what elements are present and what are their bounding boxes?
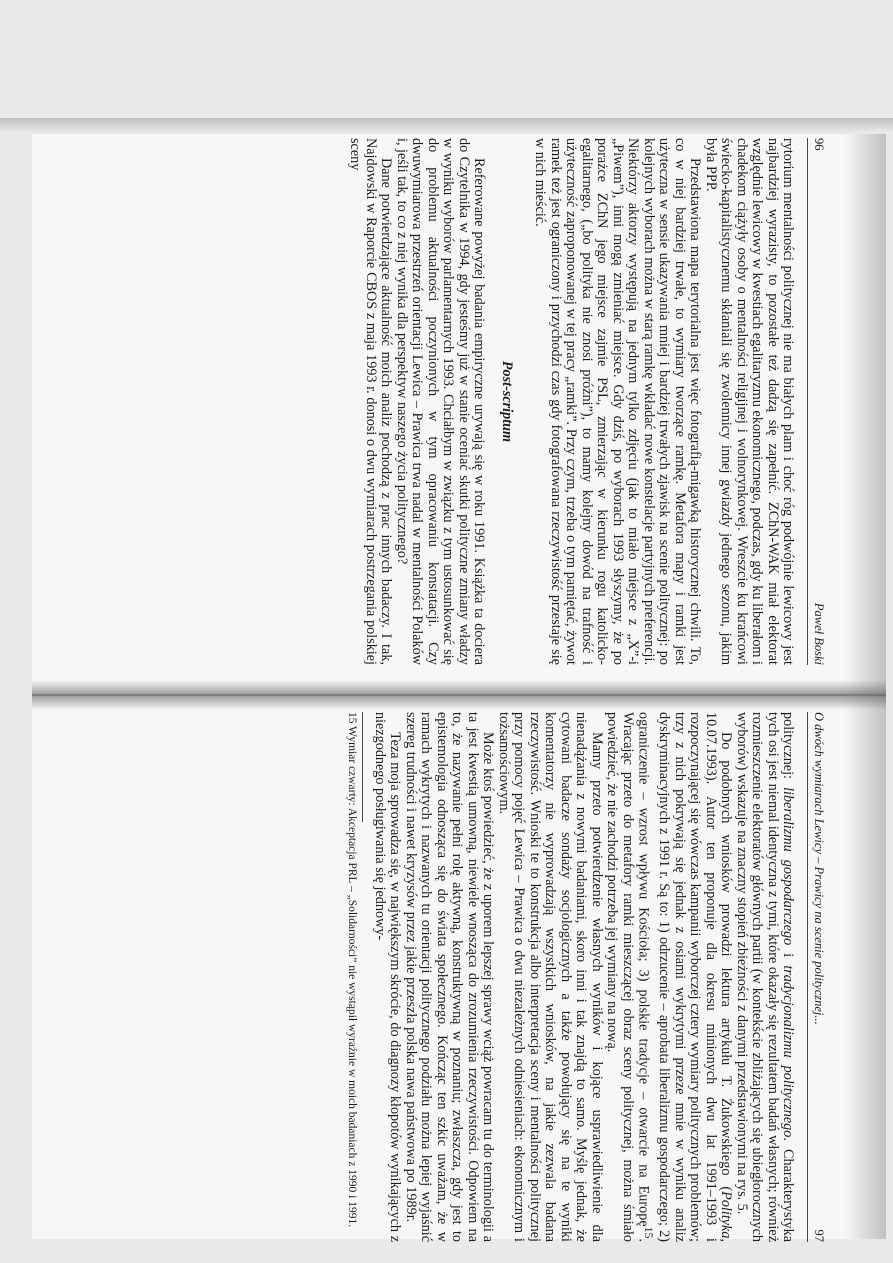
left-paragraph: Przedstawiona mapa terytorialna jest więc fotografią-migawką historycznej chwili. To, co w niej bardziej trwałe, to wymiary tworzące ramkę. Metafora mapy i ramki jest użyteczna w sensie ukazywania mniej i bardziej trwałych zjawisk na scenie politycznej: po kolejnych wyborach można w starą ramkę wkładać nowe konstelacje partyjnych preferencji. Niektórzy aktorzy występują na jednym tylko zdjęciu (jak to miało miejsce z „X”-i „Piwem”), inni mogą zmieniać miejsce. Gdy dziś, po wyborach 1993 słyszymy, że po porażce ZChN jego miejsce zajmie PSL, zmierzając w kierunku rogu katolicko-egalitarnego, („bo polityka nie znosi próżni”), to mamy kolejny dowód na trafność i użyteczność zaproponowanej w tej pracy „ramki”. Przy czym, trzeba o tym pamiętać, żywot ramek też jest ograniczony i przychodzi czas gdy fotografowana rzeczywistość przestaje się w nich mieścić.: [532, 138, 704, 665]
right-page-number: 97: [812, 1229, 826, 1242]
left-paragraph: Dane potwierdzające aktualność moich analiz pochodzą z prac innych badaczy. I tak, Najdowski w Raporcie CBOS z maja 1993 r. donosi o dwu wymiarach postrzegania polskiej sceny: [347, 138, 395, 665]
footnote-rule: [362, 712, 363, 822]
scan-shadow: [0, 118, 893, 132]
right-paragraph: [734, 712, 796, 1242]
page-edge-shadow: [844, 134, 886, 1239]
right-paragraph: [604, 712, 734, 1242]
text-run: Polityka: [718, 1191, 735, 1239]
text-run: , 10.07.1993). Autor ten proponuje dla okresu minionych dwu lat 1991–1993 i rozpoczynającej się wówczas kampanii wyborczej cztery wymiary politycznych problemów; trzy z nich pokrywają się jednak z osiami wykrytymi przeze mnie w wyniku analiz dyskryminacyjnych z 1991 r. Są to: 1) odrzucenie – aprobata liberalizmu gospodarczego; 2) ograniczenie – wzrost wpływu Kościoła; 3) polskie tradycje – otwarcie na Europę: [635, 712, 735, 1242]
text-run: liberalizmu gospodarczego: [780, 787, 797, 946]
text-run: Do podobnych wniosków prowadzi lektura artykułu T. Żukowskiego (: [718, 732, 735, 1192]
left-running-head: [808, 138, 827, 665]
text-run: politycznej:: [780, 712, 797, 788]
left-page-number: 96: [812, 138, 826, 151]
footnote: 15 Wymiar czwarty: Akceptacja PRL – „Solidarności” nie wystąpił wyraźnie w moich badaniach z 1990 i 1991.: [346, 712, 359, 1228]
left-paragraph: rytorium mentalności politycznej nie ma białych plam i choć róg podwójnie lewicowy jest najbardziej wyrazisty, to pozostałe też dadzą się zapełnić. ZChN-WAK miał elektorat względnie lewicowy w kwestiach egalitaryzmu ekonomicznego, podczas, gdy ku liberałom i chadekom ciążyły osoby o mentalności religijnej i wolnorynkowej. Wreszcie ku krańcowi świecko-kapitalistycznemu skłaniali się zwolennicy innej gwiazdy jednego sezonu, jakim była PPP.: [703, 138, 797, 665]
text-run: . Charakterystyka tych osi jest niemal identyczna z tymi, które okazały się rezultatem badań własnych; również rozmieszczenie elektoratów głównych partii (w kontekście zbliżających się ubiegłorocznych wyborów) wskazuje na znaczny stopień zbieżności z danymi przedstawionymi na rys. 5.: [734, 712, 797, 1242]
running-title: O dwóch wymiarach Lewicy – Prawicy na scenie politycznej...: [812, 712, 826, 1025]
text-run: tradycjonalizmu politycznego: [780, 965, 797, 1138]
right-page: [346, 712, 826, 1242]
right-paragraph: Mamy przeto potwierdzenie własnych wyników i kojące usprawiedliwienie dla nienadążania z nowymi badaniami, skoro inni i tak znajdą to samo. Myślę jednak, że cytowani badacze sondaży socjologicznych a także powołujący się na te wyniki komentatorzy nie wyprowadzają wszystkich wniosków, na jakie zezwala badana rzeczywistość. Wnioski te to konstrukcja albo interpretacja sceny i mentalności politycznej przy pomocy pojęć Lewica – Prawica o dwu niezależnych odniesieniach: ekonomicznym i tożsamościowym.: [495, 712, 605, 1242]
right-paragraph: Teza moja sprowadza się, w największym skrócie, do diagnozy kłopotów wynikających z niezgodnego posługiwania się jednowy-: [371, 712, 404, 1242]
section-title: Post-scriptum: [499, 360, 515, 443]
footnote-ref: 15: [642, 1226, 656, 1239]
left-paragraph: Referowane powyżej badania empiryczne urywają się w roku 1991. Książka ta dociera do Czytelnika w 1994, gdy jesteśmy już w stanie oceniać skutki polityczne zmiany władzy w wyniku wyborów parlamentarnych 1993. Chciałbym w związku z tym ustosunkować się do problemu aktualności poczynionych w tym opracowaniu konstatacji. Czy dwuwymiarowa przestrzeń orientacji Lewica – Prawica trwa nadal w mentalności Polaków i, jeśli tak, to co z niej wynika dla perspektyw naszego życia politycznego?: [394, 138, 488, 665]
text-run: . Wracając przeto do metafory ramki mieszczącej obraz sceny politycznej, można śmiało powiedzieć, że nie zachodzi potrzeba jej wymiany na nową.: [604, 712, 652, 1242]
left-page: [347, 138, 826, 665]
text-run: i: [780, 945, 797, 966]
author-name: Paweł Boski: [812, 602, 826, 665]
book-gutter: [32, 680, 886, 710]
right-running-head: [808, 712, 827, 1242]
right-paragraph: Może ktoś powiedzieć, że z uporem lepszej sprawy wciąż powracam tu do terminologii a ta jest kwestią umowną, niewiele wnosząca do zrozumienia rzeczywistości. Odpowiem na to, że nazywanie pełni rolę aktywną, konstruktywną w poznaniu; zwłaszcza, gdy jest to epistemologia odnosząca się do świata społecznego. Kończąc ten szkic uważam, że w ramach wykrytych i nazwanych tu orientacji politycznego podziału można lepiej wyjaśnić szereg trudności i nawet kryzysów przez jakie przeszła polska nawa państwowa po 1989r.: [402, 712, 497, 1242]
